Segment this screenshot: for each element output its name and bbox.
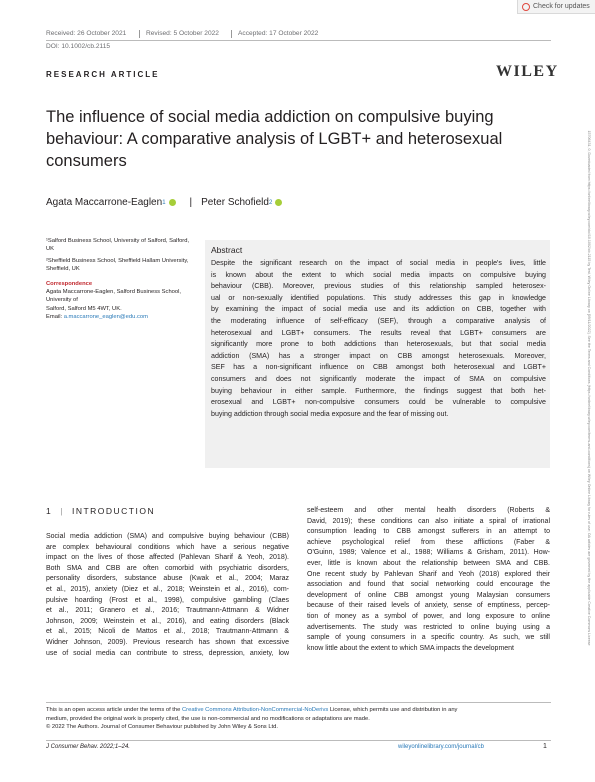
abstract-line: SEF has a non-significant influence on CBB amongst both heterosexual and LGBT+ bbox=[211, 363, 546, 372]
download-watermark bbox=[584, 18, 594, 758]
email-link[interactable]: a.maccarrone_eaglen@edu.com bbox=[63, 314, 148, 321]
copyright-text: © 2022 The Authors. Journal of Consumer Behaviour published by John Wiley & Sons Ltd. bbox=[46, 724, 278, 731]
body-line: David, 2019); these conditions can also initiate a spiral of irrational bbox=[307, 517, 550, 525]
abstract-line: buying addiction through social media exposure and the fear of missing out. bbox=[211, 409, 449, 418]
affiliation: ¹Salford Business School, University of Salford, Salford, UK bbox=[46, 238, 190, 253]
body-column-right bbox=[307, 506, 550, 654]
affiliations-block bbox=[46, 237, 196, 322]
header-separator bbox=[231, 30, 232, 38]
page-number: 1 bbox=[543, 743, 547, 750]
email-label: Email: bbox=[46, 314, 64, 321]
accepted-date: Accepted: 17 October 2022 bbox=[238, 30, 319, 37]
header-rule bbox=[46, 40, 551, 41]
header-separator bbox=[139, 30, 140, 38]
section-heading-introduction bbox=[46, 506, 155, 516]
section-number: 1 bbox=[46, 506, 53, 516]
orcid-icon[interactable] bbox=[275, 199, 282, 206]
body-line: pulsive hoarding (Frost et al., 1998), compulsive gambling (Claes bbox=[46, 596, 289, 604]
abstract-line: ual or non-sexually identified populations. This study addresses this gap in knowledge bbox=[211, 293, 546, 302]
body-line: Widner Johnson, 2009). Previous research has shown that excessive bbox=[46, 638, 289, 646]
update-icon bbox=[522, 3, 530, 11]
revised-date: Revised: 5 October 2022 bbox=[146, 30, 219, 37]
body-line: ever, little is known about the relationship between SMA and CBB. bbox=[307, 559, 550, 567]
body-line: personality disorders, substance abuse (Kwak et al., 2004; Maraz bbox=[46, 575, 289, 583]
license-text: This is an open access article under the terms of the bbox=[46, 707, 182, 713]
license-link[interactable]: Creative Commons Attribution-NonCommercial-NoDerivs bbox=[181, 707, 329, 713]
body-line: are complex behavioural conditions which have a serious negative bbox=[46, 543, 289, 551]
license-text: medium, provided the original work is properly cited, the use is non-commercial and no modifications or adaptations are made. bbox=[46, 715, 370, 722]
author-list bbox=[46, 197, 287, 208]
orcid-icon[interactable] bbox=[169, 199, 176, 206]
body-line: development of online CBB amongst young Malaysian consumers bbox=[307, 591, 550, 599]
body-column-left bbox=[46, 532, 289, 659]
author-name[interactable]: Peter Schofield bbox=[201, 197, 269, 208]
abstract-line: Despite the significant research on the impact of social media in people's lives, little bbox=[211, 259, 546, 267]
abstract-heading: Abstract bbox=[211, 245, 243, 255]
body-line: O'Guinn, 1989; Valence et al., 1988; Williams & Grisham, 2011). How- bbox=[307, 549, 550, 557]
abstract-line: consumers and does not significantly moderate the impact of SMA on compulsive bbox=[211, 374, 546, 383]
article-type-label: RESEARCH ARTICLE bbox=[46, 70, 160, 79]
body-line: et al., 2015), anxiety (Diez et al., 2018; Weinstein et al., 2016), com- bbox=[46, 585, 289, 593]
body-line: impact on the lives of those affected (Pahlevan Sharif & Yeoh, 2018). bbox=[46, 554, 289, 562]
body-line: sample of young consumers in a specific country. As such, we still bbox=[307, 634, 550, 642]
body-line: know little about the extent to which SMA impacts the development bbox=[307, 644, 515, 652]
article-title: The influence of social media addiction on compulsive buying behaviour: A comparative analysis of LGBT+ and heterosexual consumers bbox=[46, 108, 503, 170]
license-notice bbox=[46, 706, 551, 732]
correspondence-heading: Correspondence bbox=[46, 280, 93, 287]
body-line: self-esteem and other mental health disorders (Roberts & bbox=[307, 507, 550, 514]
abstract-line: significantly more prone to both addictions than heterosexuals, but that social media bbox=[211, 340, 546, 349]
body-line: One recent study by Pahlevan Sharif and Yeoh (2018) explored their bbox=[307, 570, 550, 578]
body-line: et al., 2011; Granero et al., 2016; Trautmann-Attmann & Widner bbox=[46, 607, 289, 615]
affiliation: ²Sheffield Business School, Sheffield Hallam University, Sheffield, UK bbox=[46, 257, 189, 273]
body-line: association and found that social networking could encourage the bbox=[307, 581, 550, 589]
correspondence-address: Agata Maccarrone-Eaglen, Salford Business School, University of bbox=[46, 289, 182, 304]
abstract-line: by examining the impact of social media use and its addiction on CBB, together with bbox=[211, 305, 546, 314]
publisher-logo: WILEY bbox=[496, 63, 559, 80]
abstract-line: addiction (SMA) has a stronger impact on CBB amongst heterosexuals. Moreover, bbox=[211, 351, 546, 360]
abstract-line: buying behaviour in either sample. Furthermore, the findings suggest that both het- bbox=[211, 386, 546, 395]
abstract-line: erosexual and LGBT+ non-compulsive consumers could be vulnerable to compulsive bbox=[211, 398, 546, 407]
abstract-body bbox=[211, 258, 546, 420]
abstract-line: heterosexual and LGBT+ consumers. The results reveal that LGBT+ consumers are bbox=[211, 328, 546, 337]
section-separator: | bbox=[60, 506, 64, 516]
body-line: et al., 2015; Nicoli de Mattos et al., 2018; Trautmann-Attmann & bbox=[46, 628, 289, 636]
abstract-line: behaviour (CBB). Moreover, previous studies of this relationship sampled heterosex- bbox=[211, 282, 546, 291]
body-line: achieve psychological relief from these afflictions (Faber & bbox=[307, 538, 550, 546]
correspondence-address: Salford, Salford M5 4WT, UK. bbox=[46, 305, 122, 312]
body-line: Both SMA and CBB are often comorbid with psychiatric disorders, bbox=[46, 564, 289, 572]
abstract-line: is known about the extent to which social media impacts on compulsive buying bbox=[211, 270, 546, 279]
journal-citation: J Consumer Behav. 2022;1–24. bbox=[46, 744, 130, 750]
body-line: use of social media can contribute to stress, depression, anxiety, low bbox=[46, 649, 289, 657]
body-line: because of their raised levels of anxiety, sense of emptiness, percep- bbox=[307, 602, 550, 610]
check-for-updates-label: Check for updates bbox=[533, 3, 590, 10]
section-title: INTRODUCTION bbox=[71, 506, 156, 516]
body-line: advertisements. The study was restricted to online buying using a bbox=[307, 623, 550, 631]
license-text: License, which permits use and distribution in any bbox=[328, 707, 458, 713]
body-line: Social media addiction (SMA) and compulsive buying behaviour (CBB) bbox=[46, 533, 289, 540]
author-affiliation-marker[interactable]: 1 bbox=[162, 199, 166, 206]
download-watermark-text: 15706431, 0, Downloaded from https://onlinelibrary.wiley.com/doi/10.1002/cb.2115 by Test, Wiley Online Library on [09/11/2022]. See the Terms and Conditions (https://onlinelibrary.wiley.com/terms-and-conditions) on Wiley Online Library for rules of use; OA articles are governed by the applicable Creative Commons License bbox=[587, 130, 591, 646]
author-separator: | bbox=[189, 197, 193, 208]
journal-url[interactable]: wileyonlinelibrary.com/journal/cb bbox=[398, 744, 484, 750]
doi[interactable]: DOI: 10.1002/cb.2115 bbox=[46, 43, 111, 50]
author-affiliation-marker[interactable]: 2 bbox=[268, 199, 273, 206]
footer-rule bbox=[46, 740, 551, 741]
body-line: tion of money as a symbol of power, and long exposure to online bbox=[307, 612, 550, 620]
license-rule bbox=[46, 702, 551, 703]
received-date: Received: 26 October 2021 bbox=[46, 30, 127, 37]
author-name[interactable]: Agata Maccarrone-Eaglen bbox=[46, 197, 163, 208]
body-line: consumption leading to CBB amongst sufferers in an attempt to bbox=[307, 528, 550, 536]
body-line: Johnson, 2009; Weinstein et al., 2016), and eating disorders (Black bbox=[46, 617, 289, 625]
check-for-updates-badge[interactable] bbox=[517, 0, 595, 14]
abstract-line: the moderating influence of self-efficacy (SEF), through a comparative analysis of bbox=[211, 316, 546, 325]
